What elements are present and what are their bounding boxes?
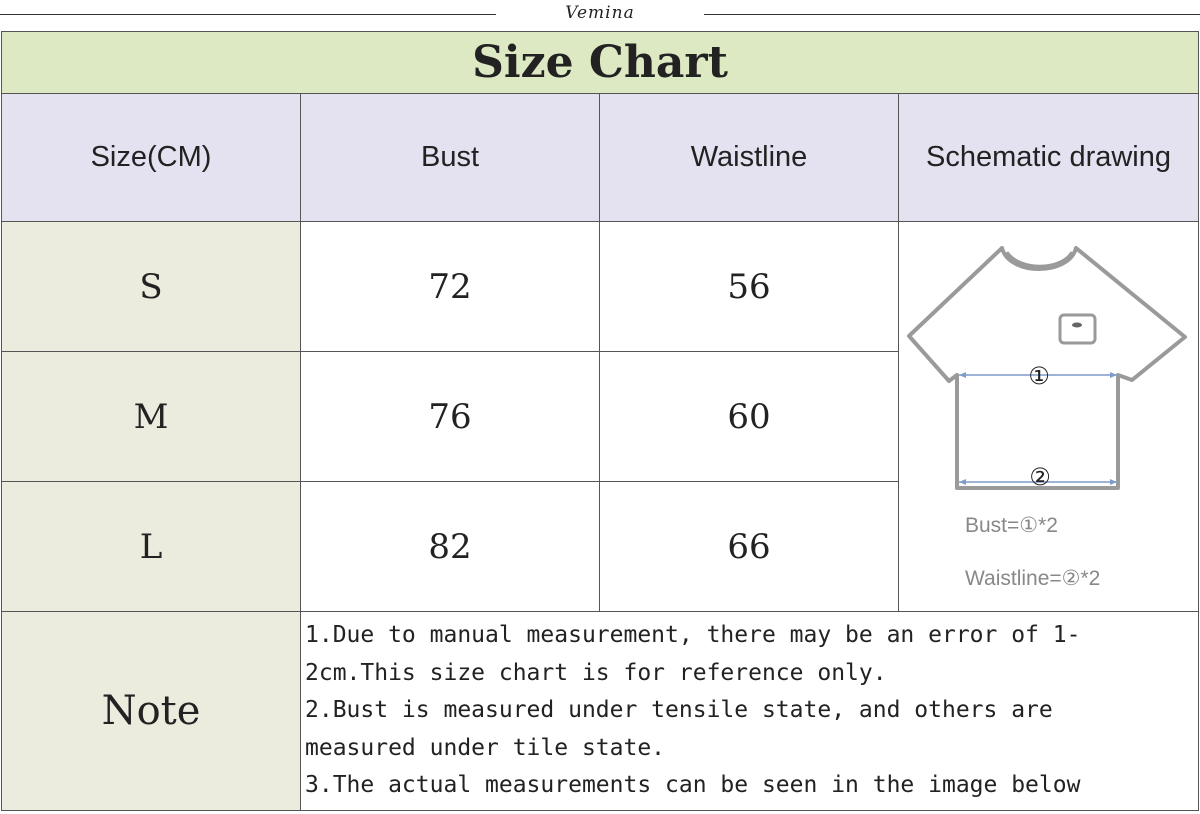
brand-divider-left	[0, 14, 496, 15]
size-label: M	[2, 352, 301, 482]
size-label: L	[2, 482, 301, 612]
note-label: Note	[2, 612, 301, 811]
brand-name: Vemina	[565, 3, 635, 23]
note-line: 2.Bust is measured under tensile state, and others are	[305, 697, 1053, 723]
note-row	[2, 612, 1199, 811]
header-row	[2, 94, 1199, 222]
brand-header	[0, 0, 1200, 30]
brand-divider-right	[704, 14, 1200, 15]
waist-value: 60	[600, 352, 899, 482]
schematic-drawing	[899, 222, 1199, 612]
note-line: 2cm.This size chart is for reference only.	[305, 659, 887, 686]
header-waistline: Waistline	[600, 94, 899, 222]
tshirt-diagram	[899, 223, 1198, 611]
waist-value: 56	[600, 222, 899, 352]
bust-formula: Bust=①*2	[965, 513, 1058, 537]
waist-formula: Waistline=②*2	[965, 566, 1101, 590]
note-line: measured under tile state.	[305, 734, 666, 761]
table-row	[2, 222, 1199, 352]
note-content	[301, 612, 1199, 811]
note-line: 1.Due to manual measurement, there may be an error of 1-	[305, 622, 1081, 648]
header-bust: Bust	[301, 94, 600, 222]
note-line: 3.The actual measurements can be seen in the image below	[305, 772, 1081, 798]
marker-waist: ②	[1029, 462, 1051, 491]
size-chart-table	[1, 31, 1199, 811]
bust-value: 82	[301, 482, 600, 612]
pocket-icon	[1060, 315, 1095, 343]
bust-value: 72	[301, 222, 600, 352]
chart-title: Size Chart	[2, 32, 1199, 94]
bust-value: 76	[301, 352, 600, 482]
header-size: Size(CM)	[2, 94, 301, 222]
waist-value: 66	[600, 482, 899, 612]
header-schematic-drawing: Schematic drawing	[899, 94, 1199, 222]
size-label: S	[2, 222, 301, 352]
marker-bust: ①	[1028, 361, 1050, 390]
